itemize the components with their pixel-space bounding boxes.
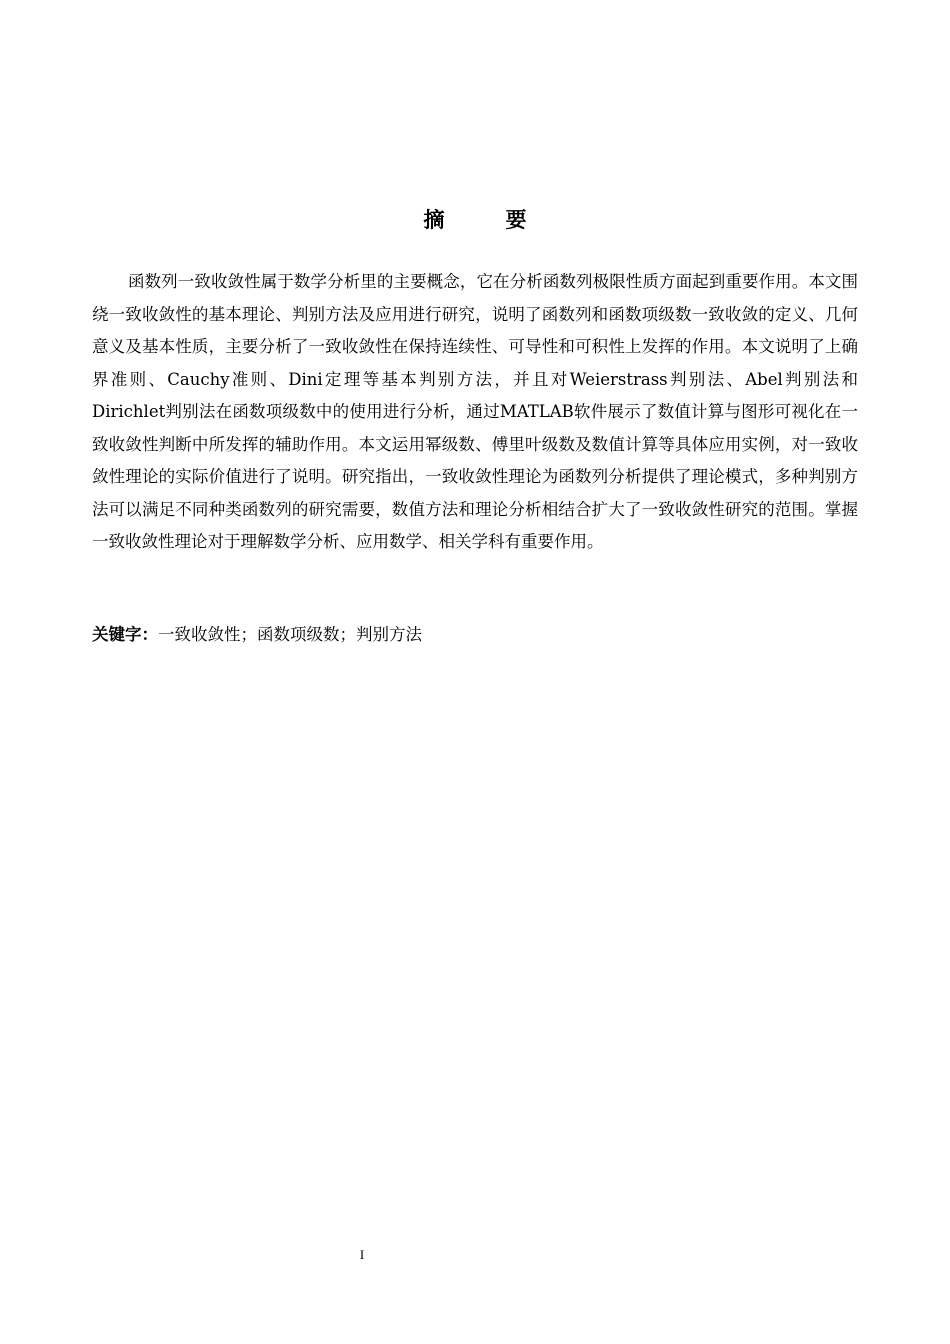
page-number: I	[359, 1247, 365, 1262]
keywords-line	[92, 619, 858, 651]
abstract-title: 摘 要	[423, 208, 547, 232]
abstract-paragraph: 函数列一致收敛性属于数学分析里的主要概念，它在分析函数列极限性质方面起到重要作用。本文围绕一致收敛性的基本理论、判别方法及应用进行研究，说明了函数列和函数项级数一致收敛的定义、几何意义及基本性质，主要分析了一致收敛性在保持连续性、可导性和可积性上发挥的作用。本文说明了上确界准则、Cauchy准则、Dini定理等基本判别方法，并且对Weierstrass判别法、Abel判别法和Dirichlet判别法在函数项级数中的使用进行分析，通过MATLAB软件展示了数值计算与图形可视化在一致收敛性判断中所发挥的辅助作用。本文运用幂级数、傅里叶级数及数值计算等具体应用实例，对一致收敛性理论的实际价值进行了说明。研究指出，一致收敛性理论为函数列分析提供了理论模式，多种判别方法可以满足不同种类函数列的研究需要，数值方法和理论分析相结合扩大了一致收敛性研究的范围。掌握一致收敛性理论对于理解数学分析、应用数学、相关学科有重要作用。	[92, 272, 858, 551]
keywords-label: 关键字：	[92, 625, 158, 644]
keywords-list: 一致收敛性；函数项级数；判别方法	[158, 625, 422, 644]
